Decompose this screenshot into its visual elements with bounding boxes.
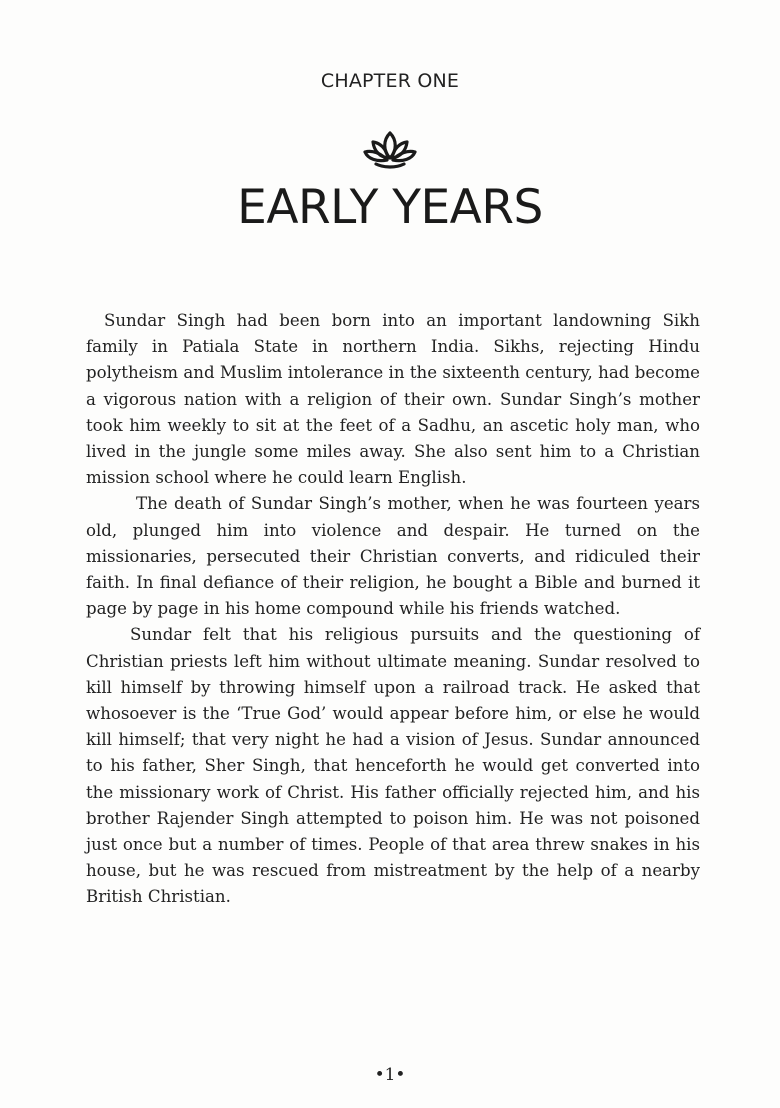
body-text [86,308,700,911]
chapter-title: EARLY YEARS [237,180,543,235]
paragraph: Sundar felt that his religious pursuits and the questioning of Christian priests left him without ultimate meaning. Sundar resolved to kill himself by throwing himself upon a railroad track. He asked that whosoever is the ‘True God’ would appear before him, or else he would kill himself; that very night he had a vision of Jesus. Sundar announced to his father, Sher Singh, that henceforth he would get converted into the missionary work of Christ. His father officially rejected him, and his brother Rajender Singh attempted to poison him. He was not poisoned just once but a number of times. People of that area threw snakes in his house, but he was rescued from mistreatment by the help of a nearby British Christian. [86,625,700,907]
chapter-label: CHAPTER ONE [320,70,460,92]
paragraph: The death of Sundar Singh’s mother, when he was fourteen years old, plunged him into violence and despair. He turned on the missionaries, persecuted their Christian converts, and ridiculed their faith. In final defiance of their religion, he bought a Bible and burned it page by page in his home compound while his friends watched. [86,494,700,619]
paragraph: Sundar Singh had been born into an important landowning Sikh family in Patiala State in northern India. Sikhs, rejecting Hindu polytheism and Muslim intolerance in the sixteenth century, had become a vigorous nation with a religion of their own. Sundar Singh’s mother took him weekly to sit at the feet of a Sadhu, an ascetic holy man, who lived in the jungle some miles away. She also sent him to a Christian mission school where he could learn English. [86,311,700,488]
page-number: •1• [374,1065,406,1085]
lotus-icon [362,127,418,171]
